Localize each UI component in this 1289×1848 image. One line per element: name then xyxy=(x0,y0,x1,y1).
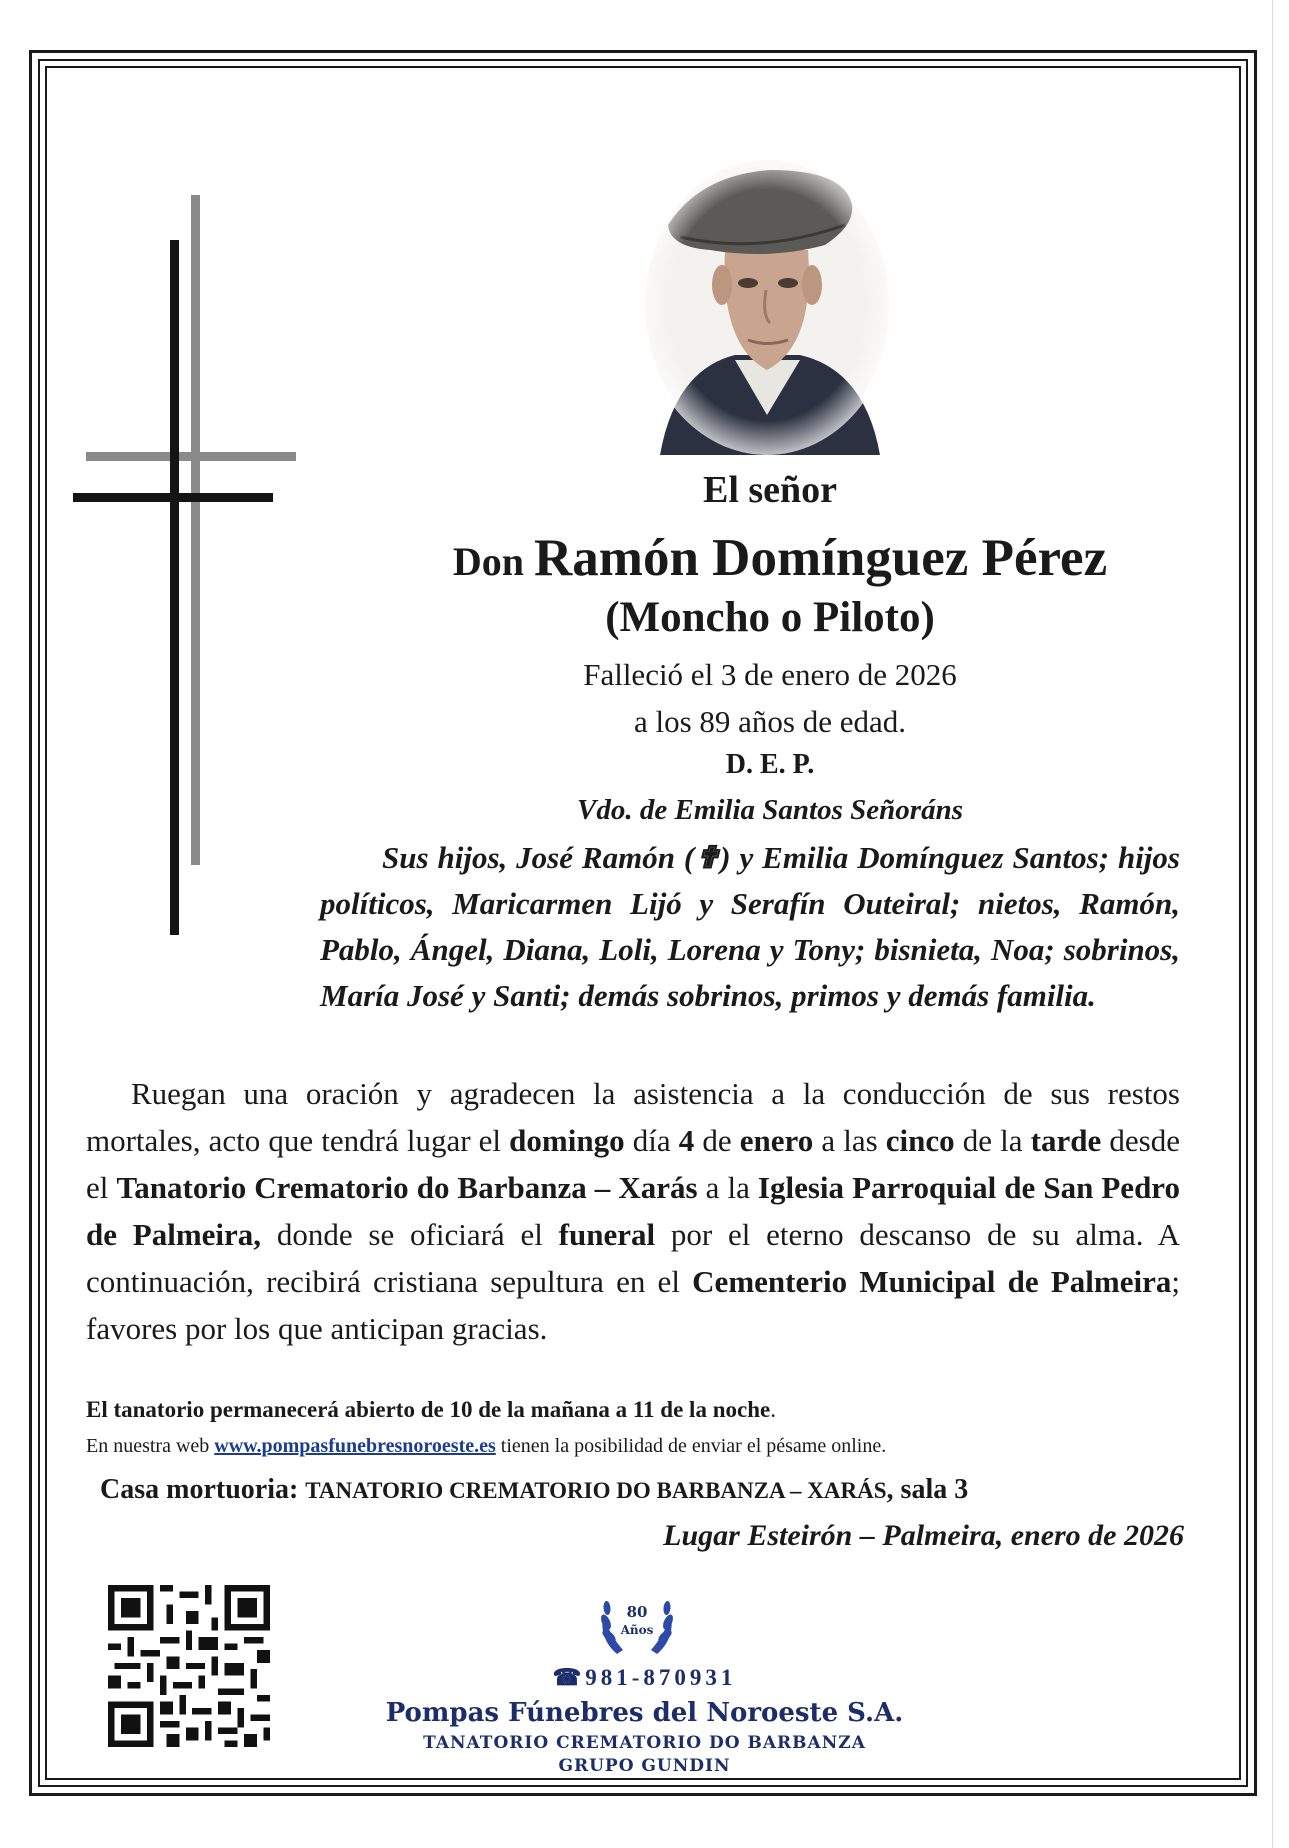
honorific: Don xyxy=(452,539,525,584)
age: a los 89 años de edad. xyxy=(633,704,907,739)
small-cross-icon: ✟ xyxy=(694,840,721,875)
web-suffix: tienen la posibilidad de enviar el pésame online. xyxy=(495,1435,887,1457)
ceremony-text: día xyxy=(624,1123,679,1158)
phone-line xyxy=(0,1665,1289,1691)
company-name: Pompas Fúnebres del Noroeste S.A. xyxy=(385,1698,904,1728)
web-note xyxy=(86,1435,886,1458)
logo-word: Años xyxy=(620,1623,654,1637)
deceased-portrait xyxy=(640,155,894,455)
page-edge xyxy=(1272,0,1273,1848)
ceremony-text: de xyxy=(694,1123,740,1158)
ceremony-funeral: funeral xyxy=(558,1217,656,1252)
ceremony-period: tarde xyxy=(1030,1123,1102,1158)
rip: D. E. P. xyxy=(725,749,815,780)
ceremony-cemetery: Cementerio Municipal de Palmeira xyxy=(692,1264,1172,1299)
company-tanatorio: TANATORIO CREMATORIO DO BARBANZA xyxy=(423,1733,866,1753)
ceremony-text: Ruegan una oración y agradecen la asistencia a la conducción de sus restos mortales, acto que tendrá lugar el xyxy=(86,1076,1180,1158)
ceremony-text: a las xyxy=(813,1123,886,1158)
casa-label: Casa mortuoria: xyxy=(100,1474,306,1505)
company-group: GRUPO GUNDIN xyxy=(558,1756,731,1776)
ceremony-origin: Tanatorio Crematorio do Barbanza – Xarás xyxy=(116,1170,698,1205)
family-text-2: ) y Emilia Domínguez Santos; hijos políticos, Maricarmen Lijó y Serafín Outeiral; nietos, Ramón, Pablo, Ángel, Diana, Loli, Lorena y Tony; bisnieta, Noa; sobrinos, María José y Santi; demás sobrinos, primos y demás familia. xyxy=(320,840,1180,1013)
cross-horizontal-light xyxy=(86,452,296,461)
deceased-name xyxy=(330,528,1230,588)
ceremony-text: donde se oficiará el xyxy=(261,1217,559,1252)
ceremony-paragraph xyxy=(86,1070,1180,1352)
ceremony-text: por el eterno descanso de su alma. A continuación, recibirá cristiana sepultura en el xyxy=(86,1217,1180,1299)
ceremony-hour: cinco xyxy=(885,1123,955,1158)
phone-number[interactable]: 981-870931 xyxy=(585,1665,737,1690)
logo-number: 80 xyxy=(626,1603,648,1621)
hours-text: El tanatorio permanecerá abierto de 10 de la mañana a 11 de la noche xyxy=(86,1397,771,1422)
ceremony-day-name: domingo xyxy=(509,1123,625,1158)
full-name: Ramón Domínguez Pérez xyxy=(534,529,1108,587)
web-prefix: En nuestra web xyxy=(86,1435,215,1457)
family-paragraph xyxy=(320,835,1180,1019)
ceremony-month: enero xyxy=(739,1123,814,1158)
ceremony-text: de la xyxy=(954,1123,1031,1158)
hours-period: . xyxy=(770,1397,776,1422)
nickname: (Moncho o Piloto) xyxy=(605,594,935,641)
casa-place: TANATORIO CREMATORIO DO BARBANZA – XARÁS xyxy=(305,1478,887,1503)
casa-room: , sala 3 xyxy=(886,1474,969,1505)
title-prefix: El señor xyxy=(702,469,838,511)
ceremony-text: desde el xyxy=(86,1123,1180,1205)
website-link[interactable]: www.pompasfunebresnoroeste.es xyxy=(214,1435,496,1457)
hours-note xyxy=(86,1397,776,1423)
place-date: Lugar Esteirón – Palmeira, enero de 2026 xyxy=(663,1519,1184,1552)
cross-horizontal-dark xyxy=(73,493,273,502)
laurel-wreath-icon xyxy=(589,1584,685,1662)
widower-line: Vdo. de Emilia Santos Señoráns xyxy=(577,794,963,826)
cross-vertical-light xyxy=(191,195,200,865)
ceremony-text: ; favores por los que anticipan gracias. xyxy=(86,1264,1180,1346)
funeral-home-line xyxy=(100,1474,1180,1506)
ceremony-day-number: 4 xyxy=(678,1123,695,1158)
ceremony-church: Iglesia Parroquial de San Pedro de Palmeira, xyxy=(86,1170,1181,1252)
phone-icon: ☎ xyxy=(552,1665,586,1690)
cross-vertical-dark xyxy=(170,240,179,935)
family-text-1: Sus hijos, José Ramón ( xyxy=(382,840,695,875)
death-date: Falleció el 3 de enero de 2026 xyxy=(583,657,957,692)
ceremony-text: a la xyxy=(697,1170,758,1205)
